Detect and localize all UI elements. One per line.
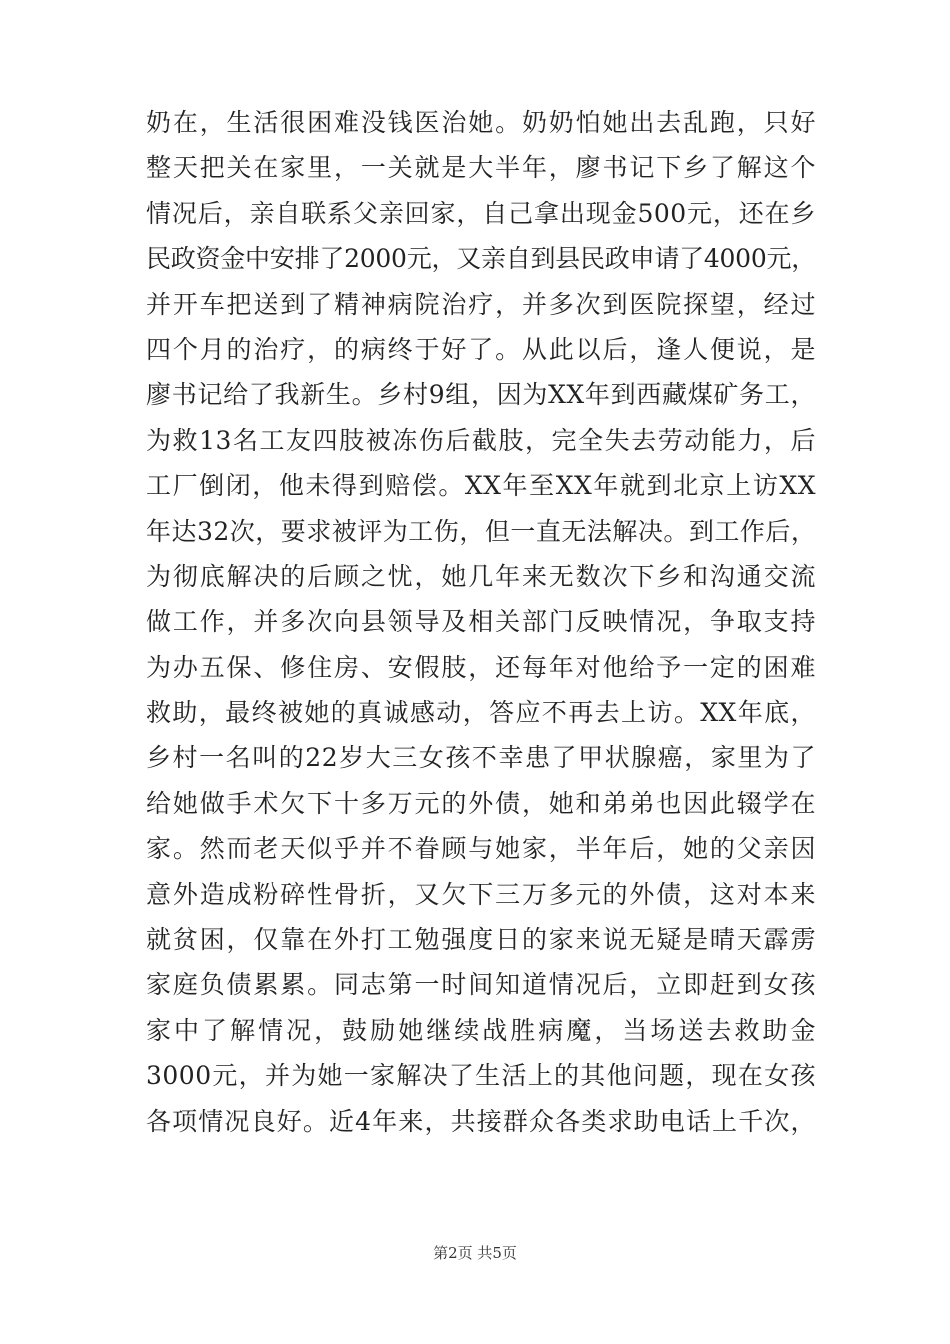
text-line: 民政资金中安排了2000元，又亲自到县民政申请了4000元， [146, 244, 816, 274]
text-line: 为救13名工友四肢被冻伤后截肢，完全失去劳动能力，后 [146, 425, 816, 455]
text-line: 奶在，生活很困难没钱医治她。奶奶怕她出去乱跑，只好 [146, 108, 816, 137]
text-line: 救助，最终被她的真诚感动，答应不再去上访。XX年底， [146, 698, 816, 728]
text-line: 乡村一名叫的22岁大三女孩不幸患了甲状腺癌，家里为了 [146, 743, 816, 773]
text-line: 为办五保、修住房、安假肢，还每年对他给予一定的困难 [146, 652, 816, 682]
text-line: 为彻底解决的后顾之忧，她几年来无数次下乡和沟通交流 [146, 561, 816, 591]
text-line: 四个月的治疗，的病终于好了。从此以后，逢人便说，是 [146, 334, 816, 364]
page-footer [0, 1243, 950, 1263]
text-line: 情况后，亲自联系父亲回家，自己拿出现金500元，还在乡 [146, 198, 816, 228]
text-line: 家庭负债累累。同志第一时间知道情况后，立即赶到女孩 [146, 970, 816, 1000]
text-line: 年达32次，要求被评为工伤，但一直无法解决。到工作后， [146, 516, 817, 546]
text-line: 工厂倒闭，他未得到赔偿。XX年至XX年就到北京上访XX [146, 471, 816, 501]
text-line: 给她做手术欠下十多万元的外债，她和弟弟也因此辍学在 [146, 788, 816, 818]
body-text [146, 100, 816, 1144]
text-line: 就贫困，仅靠在外打工勉强度日的家来说无疑是晴天霹雳 [146, 925, 816, 955]
text-line: 意外造成粉碎性骨折，又欠下三万多元的外债，这对本来 [146, 879, 816, 909]
text-line: 做工作，并多次向县领导及相关部门反映情况，争取支持 [146, 607, 816, 637]
page-number-label: 第2页 共5页 [433, 1244, 517, 1262]
text-line: 整天把关在家里，一关就是大半年，廖书记下乡了解这个 [146, 153, 816, 183]
text-line: 3000元，并为她一家解决了生活上的其他问题，现在女孩 [146, 1061, 816, 1091]
text-line: 家。然而老天似乎并不眷顾与她家，半年后，她的父亲因 [146, 834, 816, 864]
text-line: 家中了解情况，鼓励她继续战胜病魔，当场送去救助金 [146, 1015, 816, 1045]
text-line: 各项情况良好。近4年来，共接群众各类求助电话上千次， [146, 1106, 816, 1136]
text-line: 并开车把送到了精神病院治疗，并多次到医院探望，经过 [146, 289, 816, 319]
text-line: 廖书记给了我新生。乡村9组，因为XX年到西藏煤矿务工， [146, 380, 816, 410]
